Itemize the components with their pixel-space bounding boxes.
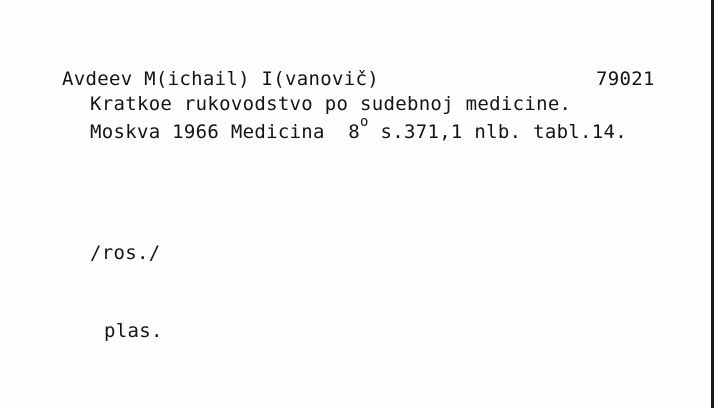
binding-note: plas. <box>104 320 163 342</box>
format-number: 8 <box>348 121 361 143</box>
title-line: Kratkoe rukovodstvo po sudebnoj medicine. <box>90 93 572 115</box>
author-line: Avdeev M(ichail) I(vanovič) <box>62 68 379 90</box>
language-note: /ros./ <box>90 242 161 264</box>
imprint-line <box>90 114 628 145</box>
imprint-text: Moskva 1966 Medicina <box>90 121 325 143</box>
format-superscript: o <box>360 114 369 130</box>
extent-text: s.371,1 nlb. tabl.14. <box>380 121 628 143</box>
call-number: 79021 <box>596 68 655 90</box>
